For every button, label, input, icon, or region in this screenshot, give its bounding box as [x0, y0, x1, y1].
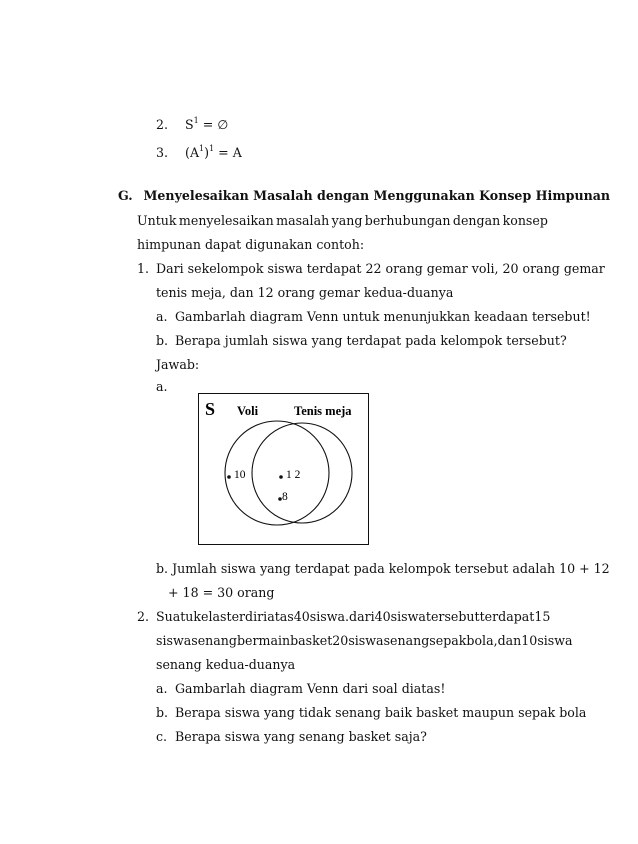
problem-2-number: 2.: [137, 609, 150, 624]
section-title: Menyelesaikan Masalah dengan Menggunakan Konsep Himpunan: [143, 188, 611, 203]
word: 10: [521, 633, 538, 648]
word: terdiri: [226, 609, 268, 624]
property-expression: S: [185, 117, 194, 132]
complement-superscript: 1: [193, 115, 199, 125]
property-2: [156, 117, 228, 133]
word: siswa: [537, 633, 573, 648]
word: Untuk: [137, 213, 177, 228]
problem-2-question-a-letter: a.: [156, 681, 168, 696]
answer-a-letter: a.: [156, 379, 168, 394]
answer-label: Jawab:: [156, 357, 200, 372]
venn-diagram: [198, 393, 370, 546]
word: bermain: [236, 633, 291, 648]
problem-1-question-a: Gambarlah diagram Venn untuk menunjukkan keadaan tersebut!: [175, 309, 591, 324]
problem-2-line-1: [156, 609, 551, 625]
word: terdapat: [479, 609, 535, 624]
word: 40: [374, 609, 391, 624]
only-voli-value: 10: [234, 469, 246, 481]
set-voli-label: Voli: [237, 404, 259, 418]
word: yang: [331, 213, 363, 228]
complement-superscript: 1: [199, 143, 205, 153]
word: masalah: [276, 213, 330, 228]
word: basket: [290, 633, 333, 648]
problem-1-number: 1.: [137, 261, 150, 276]
word: siswa: [390, 609, 426, 624]
intro-line-2: himpunan dapat digunakan contoh:: [137, 237, 365, 252]
word: Suatu: [156, 609, 194, 624]
problem-2-question-b-letter: b.: [156, 705, 169, 720]
property-number: 2.: [156, 117, 169, 132]
word: tersebut: [425, 609, 480, 624]
word: atas: [267, 609, 294, 624]
word: 40: [293, 609, 310, 624]
word: dengan: [452, 213, 501, 228]
word: siswa: [156, 633, 192, 648]
word: siswa: [348, 633, 384, 648]
word: sepakbola,: [429, 633, 498, 648]
intersection-dot: [279, 475, 283, 479]
complement-superscript: 1: [209, 143, 215, 153]
word: siswa.: [309, 609, 350, 624]
word: senang: [191, 633, 237, 648]
property-expression: (A: [185, 145, 200, 160]
problem-1-line-1: Dari sekelompok siswa terdapat 22 orang gemar voli, 20 orang gemar: [156, 261, 605, 276]
problem-1-question-a-letter: a.: [156, 309, 168, 324]
problem-2-question-a: Gambarlah diagram Venn dari soal diatas!: [175, 681, 446, 696]
answer-b-line-1: b. Jumlah siswa yang terdapat pada kelompok tersebut adalah 10 + 12: [156, 561, 610, 576]
set-tenis-meja-label: Tenis meja: [294, 404, 352, 418]
answer-b-line-2: + 18 = 30 orang: [168, 585, 275, 600]
intro-line-1: [137, 213, 548, 229]
problem-1-question-b-letter: b.: [156, 333, 169, 348]
extra-value: 8: [282, 491, 288, 503]
problem-1-question-b: Berapa jumlah siswa yang terdapat pada kelompok tersebut?: [175, 333, 567, 348]
problem-2-line-2: [156, 633, 573, 649]
problem-2-line-3: senang kedua-duanya: [156, 657, 296, 672]
set-tenis-meja-circle: [252, 423, 352, 523]
word: senang: [383, 633, 430, 648]
word: dan: [497, 633, 522, 648]
property-result: = ∅: [198, 117, 229, 132]
universe-label: S: [205, 399, 216, 419]
problem-2-question-c: Berapa siswa yang senang basket saja?: [175, 729, 427, 744]
word: dari: [349, 609, 375, 624]
property-result: = A: [214, 145, 242, 160]
word: 15: [534, 609, 551, 624]
word: konsep: [502, 213, 548, 228]
intersection-value: 1 2: [286, 469, 301, 481]
property-expression-mid: ): [204, 145, 210, 160]
section-heading: [118, 188, 610, 204]
problem-1-line-2: tenis meja, dan 12 orang gemar kedua-duanya: [156, 285, 454, 300]
property-3: [156, 145, 242, 161]
word: 20: [332, 633, 349, 648]
word: berhubungan: [364, 213, 451, 228]
problem-2-question-c-letter: c.: [156, 729, 168, 744]
word: kelas: [193, 609, 227, 624]
word: menyelesaikan: [178, 213, 274, 228]
property-number: 3.: [156, 145, 169, 160]
section-letter: G.: [118, 188, 133, 203]
problem-2-question-b: Berapa siswa yang tidak senang baik basket maupun sepak bola: [175, 705, 587, 720]
only-voli-dot: [227, 475, 231, 479]
